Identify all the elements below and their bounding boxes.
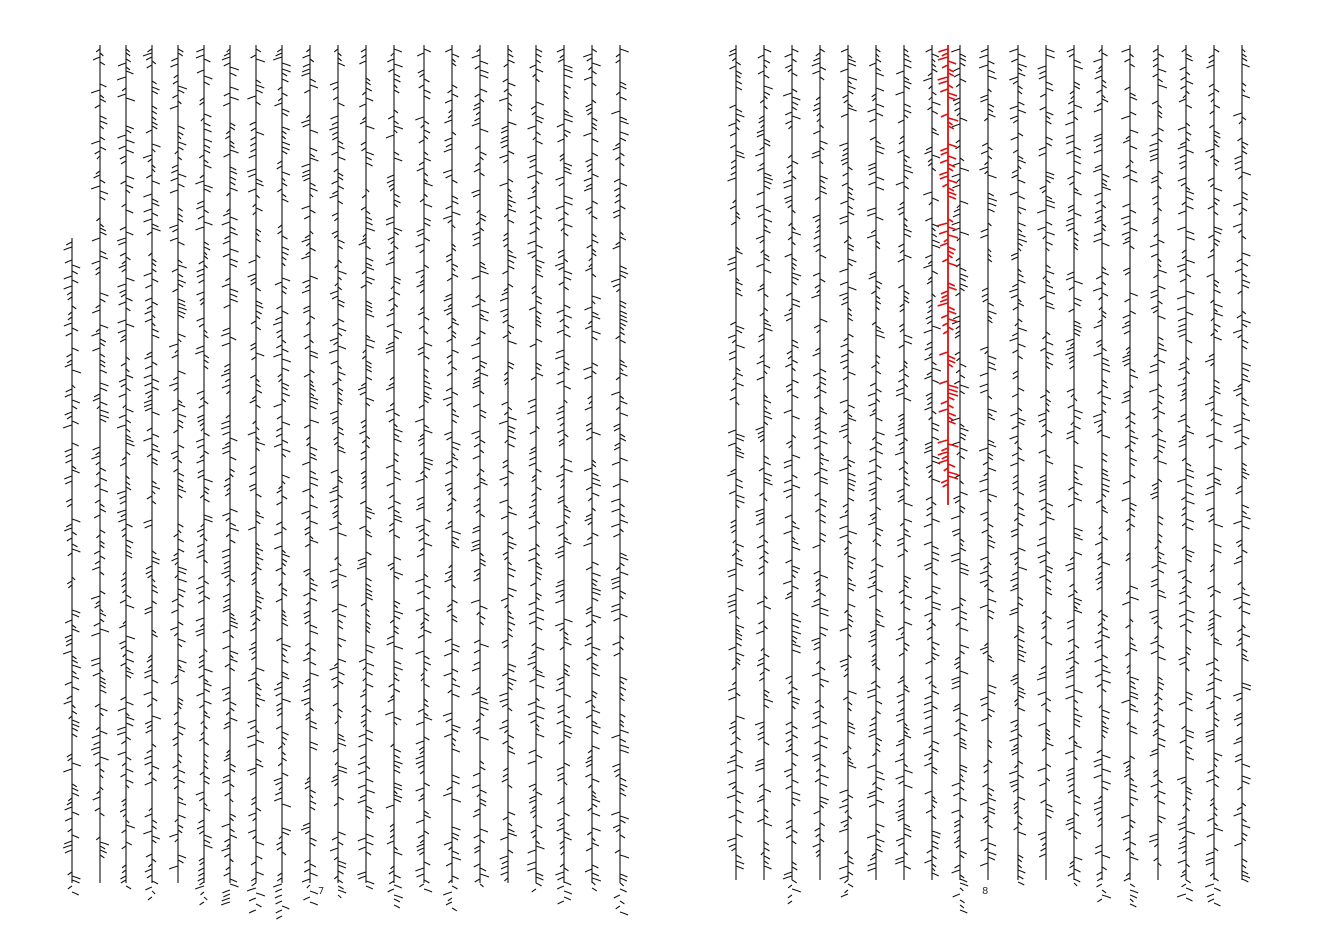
- text-column: [143, 45, 161, 900]
- watermark: [1185, 786, 1315, 808]
- page-number-left: 7: [318, 886, 325, 897]
- text-column: [329, 45, 347, 898]
- text-column: [1009, 45, 1027, 885]
- text-column: [1177, 45, 1195, 901]
- text-column: [923, 45, 941, 880]
- text-column: [1121, 45, 1139, 907]
- text-column: [1205, 45, 1223, 906]
- text-column: [273, 45, 291, 919]
- text-column: [117, 45, 135, 889]
- text-column: [755, 45, 773, 880]
- text-column: [443, 45, 461, 911]
- text-column: [415, 45, 433, 892]
- text-column: [385, 45, 403, 908]
- left-page: [0, 0, 660, 926]
- text-column: [811, 45, 828, 880]
- text-column: [1233, 45, 1251, 882]
- text-column: [867, 45, 885, 880]
- text-column: [247, 45, 265, 913]
- text-column: [301, 45, 319, 905]
- left-cols-svg: [0, 0, 660, 926]
- text-column: [895, 45, 913, 880]
- text-column: [611, 45, 629, 915]
- text-column: [583, 45, 601, 891]
- text-column: [1149, 45, 1167, 880]
- text-column: [727, 45, 745, 880]
- text-column: [169, 45, 187, 883]
- text-column: [221, 45, 239, 905]
- text-column: [951, 45, 969, 913]
- text-column: [1065, 45, 1083, 886]
- chapter-heading-column: [937, 45, 958, 505]
- text-column: [979, 45, 997, 880]
- text-column: [357, 45, 375, 889]
- text-column: [499, 45, 517, 883]
- text-column: [783, 45, 801, 904]
- text-column: [1037, 45, 1055, 880]
- text-column: [63, 238, 81, 895]
- text-column: [1093, 45, 1111, 902]
- text-column: [471, 45, 489, 887]
- text-column: [195, 45, 212, 905]
- text-column: [555, 45, 573, 904]
- text-column: [527, 45, 544, 892]
- text-column: [91, 45, 109, 883]
- text-column: [839, 45, 857, 897]
- page-number-right: 8: [982, 886, 989, 897]
